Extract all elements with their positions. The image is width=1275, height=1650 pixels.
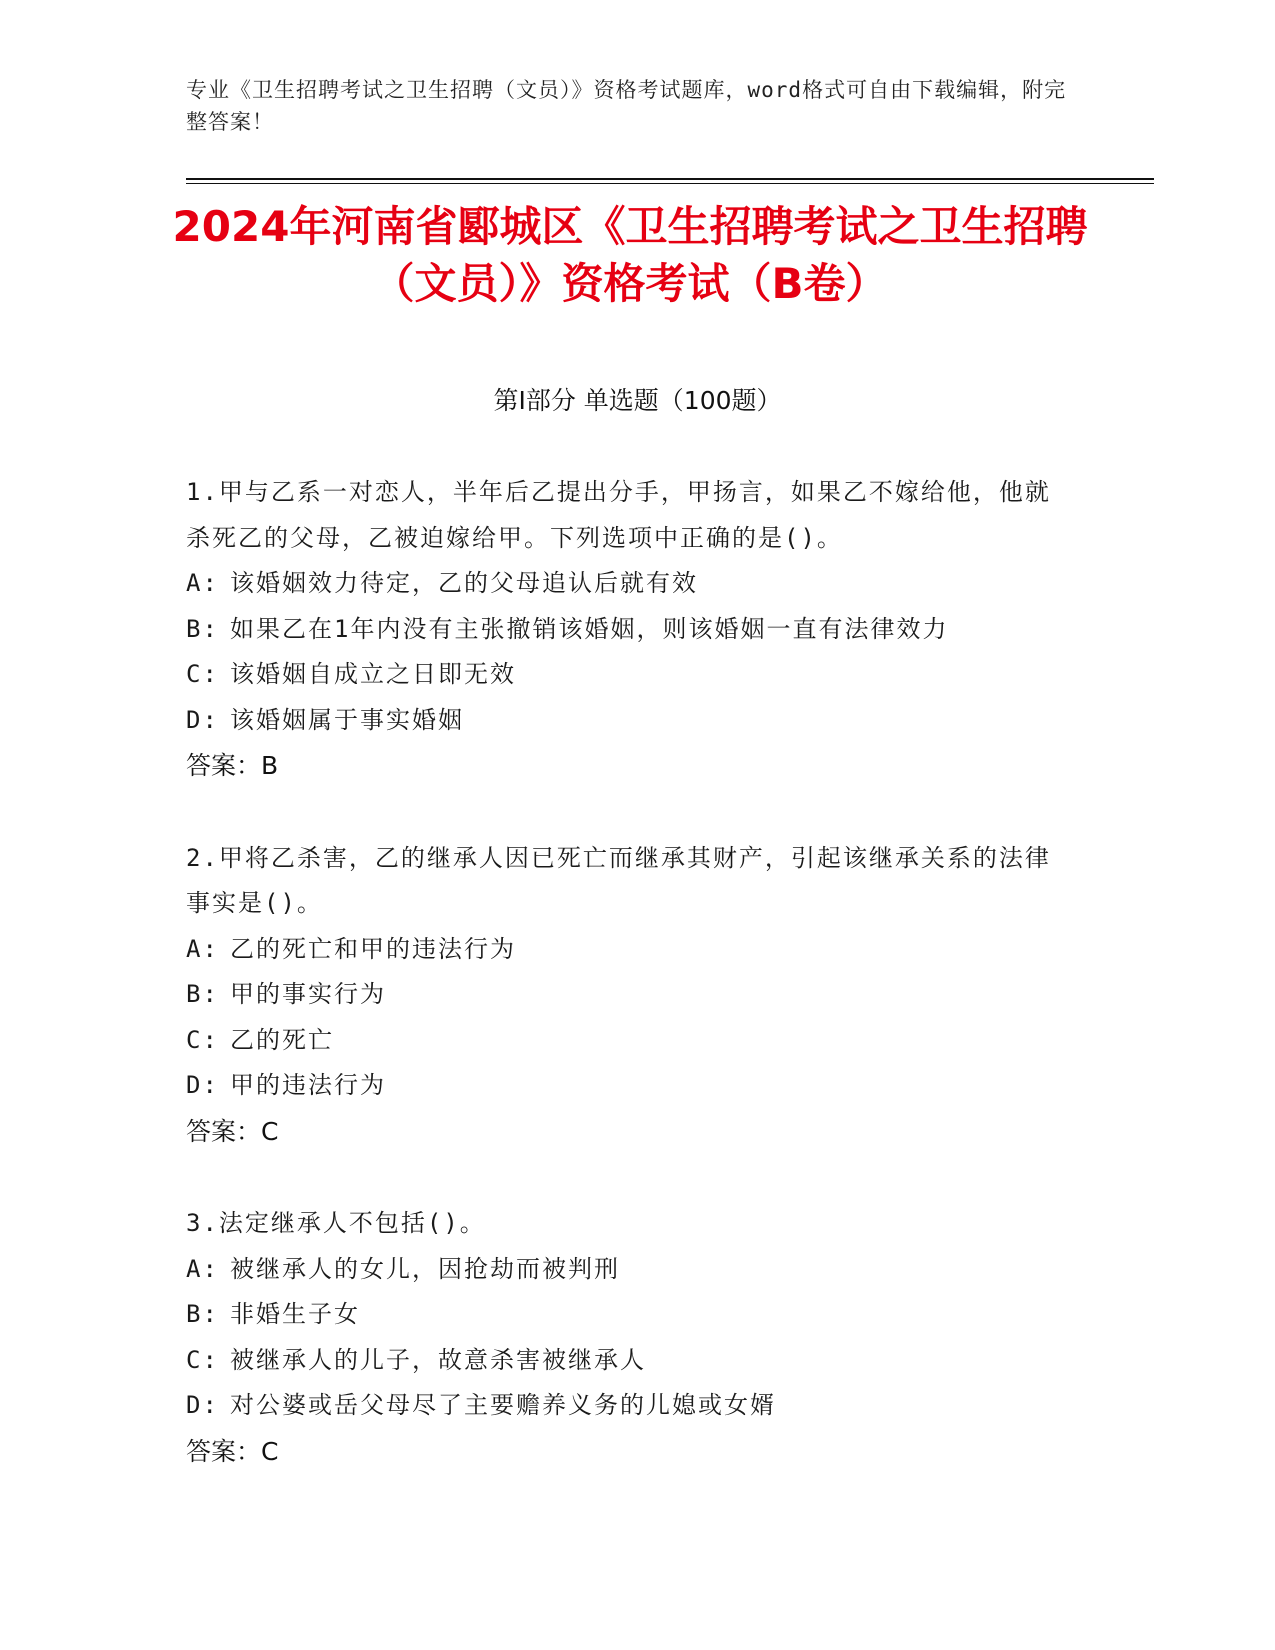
option-text: 乙的死亡 (230, 1025, 334, 1054)
option-a (186, 561, 1076, 607)
option-text: 该婚姻效力待定，乙的父母追认后就有效 (230, 569, 698, 597)
document-title: 2024年河南省郾城区《卫生招聘考试之卫生招聘（文员）》资格考试（B卷） (172, 202, 1088, 308)
option-a (186, 1247, 1076, 1293)
option-b (186, 1292, 1076, 1338)
question-2 (186, 836, 1076, 1155)
option-letter: C: (186, 660, 219, 688)
option-text: 甲的违法行为 (230, 1071, 386, 1099)
option-b (186, 972, 1076, 1018)
option-letter: C: (186, 1345, 219, 1374)
question-3 (186, 1201, 1076, 1474)
question-stem: 3.法定继承人不包括()。 (186, 1209, 486, 1237)
answer-value: C (261, 1436, 279, 1466)
option-letter: A: (186, 934, 219, 963)
option-a (186, 927, 1076, 973)
question-1 (186, 470, 1076, 789)
option-letter: B: (186, 1300, 219, 1328)
answer-label: 答案： (186, 751, 262, 780)
option-text: 对公婆或岳父母尽了主要赡养义务的儿媳或女婿 (230, 1391, 776, 1419)
option-text: 乙的死亡和甲的违法行为 (230, 934, 516, 963)
option-letter: B: (186, 980, 219, 1008)
option-text: 如果乙在1年内没有主张撤销该婚姻，则该婚姻一直有法律效力 (230, 614, 949, 643)
option-letter: B: (186, 614, 219, 643)
question-stem: 2.甲将乙杀害，乙的继承人因已死亡而继承其财产，引起该继承关系的法律事实是()。 (186, 843, 1051, 917)
question-list (186, 470, 1076, 1521)
option-letter: D: (186, 1071, 219, 1099)
option-letter: C: (186, 1025, 219, 1054)
answer-value: C (261, 1116, 279, 1146)
section-title: 第Ⅰ部分 单选题（100题） (493, 386, 782, 415)
option-b (186, 607, 1076, 653)
option-d (186, 698, 1076, 744)
answer-label: 答案： (186, 1436, 262, 1466)
option-text: 甲的事实行为 (230, 980, 386, 1008)
option-d (186, 1383, 1076, 1429)
option-letter: A: (186, 1254, 219, 1283)
header-rule-thin (186, 183, 1154, 184)
option-text: 该婚姻属于事实婚姻 (230, 705, 464, 734)
option-text: 被继承人的儿子，故意杀害被继承人 (230, 1345, 646, 1374)
option-letter: D: (186, 1391, 219, 1419)
question-stem: 1.甲与乙系一对恋人，半年后乙提出分手，甲扬言，如果乙不嫁给他，他就杀死乙的父母，乙被迫嫁给甲。下列选项中正确的是()。 (186, 478, 1051, 552)
option-c (186, 1338, 1076, 1384)
option-c (186, 652, 1076, 698)
option-text: 非婚生子女 (230, 1300, 360, 1328)
option-text: 该婚姻自成立之日即无效 (230, 660, 516, 688)
option-d (186, 1063, 1076, 1109)
option-text: 被继承人的女儿，因抢劫而被判刑 (230, 1254, 620, 1283)
answer-line (186, 743, 1076, 789)
option-letter: A: (186, 569, 219, 597)
answer-line (186, 1109, 1076, 1155)
answer-label: 答案： (186, 1116, 262, 1146)
header-note: 专业《卫生招聘考试之卫生招聘（文员）》资格考试题库，word格式可自由下载编辑，附完整答案！ (186, 78, 1067, 134)
option-letter: D: (186, 705, 219, 734)
option-c (186, 1018, 1076, 1064)
answer-line (186, 1429, 1076, 1475)
header-rule-thick (186, 178, 1154, 180)
answer-value: B (261, 751, 279, 780)
